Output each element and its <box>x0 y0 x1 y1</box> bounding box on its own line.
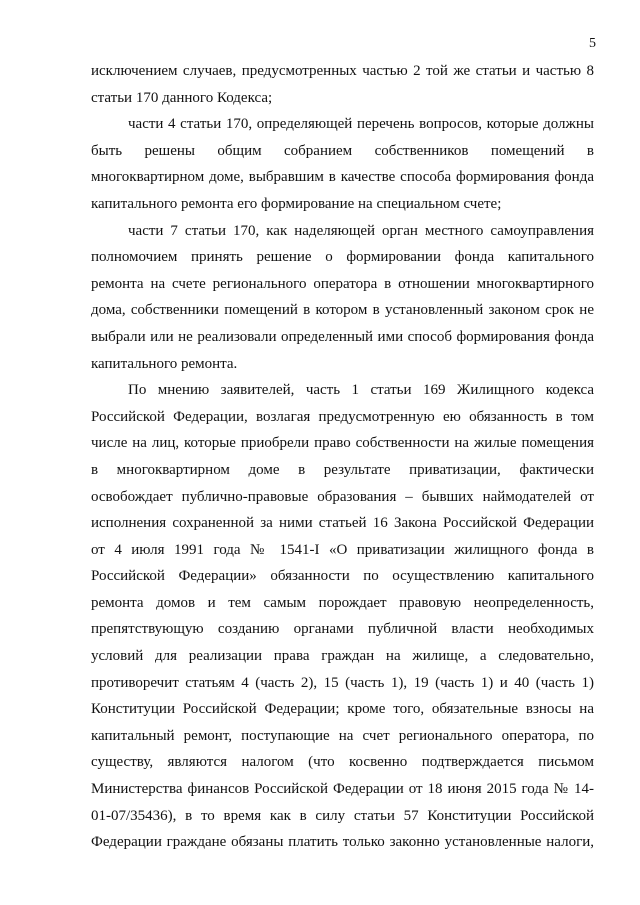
text-line: Российской Федерации, возлагая предусмотренную ею обязанность в том <box>91 408 594 425</box>
text-line: дома, собственники помещений в котором в установленный законом срок не <box>91 302 594 319</box>
paragraph <box>91 218 594 378</box>
text-line: числе на лиц, которые приобрели право собственности на жилые помещения <box>91 435 594 452</box>
text-line: освобождает публично-правовые образования – бывших наймодателей от <box>91 488 594 505</box>
text-line: многоквартирном доме, выбравшим в качестве способа формирования фонда <box>91 169 594 186</box>
paragraph <box>91 377 594 856</box>
text-line: Федерации граждане обязаны платить только законно установленные налоги, <box>91 834 594 851</box>
text-line: 01-07/35436), в то время как в силу статьи 57 Конституции Российской <box>91 807 594 824</box>
text-line: исполнения сохраненной за ними статьей 16 Закона Российской Федерации <box>91 515 594 532</box>
text-line: полномочием принять решение о формировании фонда капитального <box>91 249 594 266</box>
text-line: По мнению заявителей, часть 1 статьи 169 Жилищного кодекса <box>128 382 594 399</box>
text-line: противоречит статьям 4 (часть 2), 15 (часть 1), 19 (часть 1) и 40 (часть 1) <box>91 674 594 691</box>
text-line: капитального ремонта его формирование на специальном счете; <box>91 195 502 212</box>
text-line: ремонта домов и тем самым порождает правовую неопределенность, <box>91 594 594 611</box>
text-line: ремонта на счете регионального оператора в отношении многоквартирного <box>91 275 594 292</box>
text-line: капитального ремонта. <box>91 355 238 372</box>
text-line: Российской Федерации» обязанности по осуществлению капитального <box>91 568 594 585</box>
text-line: Министерства финансов Российской Федерации от 18 июня 2015 года № 14- <box>91 781 594 798</box>
text-line: препятствующую созданию органами публичной власти необходимых <box>91 621 594 638</box>
text-line: статьи 170 данного Кодекса; <box>91 89 273 106</box>
text-line: Конституции Российской Федерации; кроме того, обязательные взносы на <box>91 701 594 718</box>
page-number: 5 <box>589 36 596 51</box>
text-line: условий для реализации права граждан на жилище, а следовательно, <box>91 648 594 665</box>
text-line: выбрали или не реализовали определенный ими способ формирования фонда <box>91 328 594 345</box>
paragraph <box>91 58 594 111</box>
text-line: в многоквартирном доме в результате приватизации, фактически <box>91 461 594 478</box>
text-line: части 4 статьи 170, определяющей перечень вопросов, которые должны <box>128 116 594 133</box>
text-line: быть решены общим собранием собственников помещений в <box>91 142 594 159</box>
document-body <box>91 58 594 856</box>
text-line: существу, являются налогом (что косвенно подтверждается письмом <box>91 754 594 771</box>
text-line: исключением случаев, предусмотренных частью 2 той же статьи и частью 8 <box>91 63 594 79</box>
text-line: части 7 статьи 170, как наделяющей орган местного самоуправления <box>128 222 594 239</box>
text-line: от 4 июля 1991 года № 1541-I «О приватизации жилищного фонда в <box>91 541 594 558</box>
text-line: капитальный ремонт, поступающие на счет регионального оператора, по <box>91 727 594 744</box>
paragraph <box>91 111 594 217</box>
